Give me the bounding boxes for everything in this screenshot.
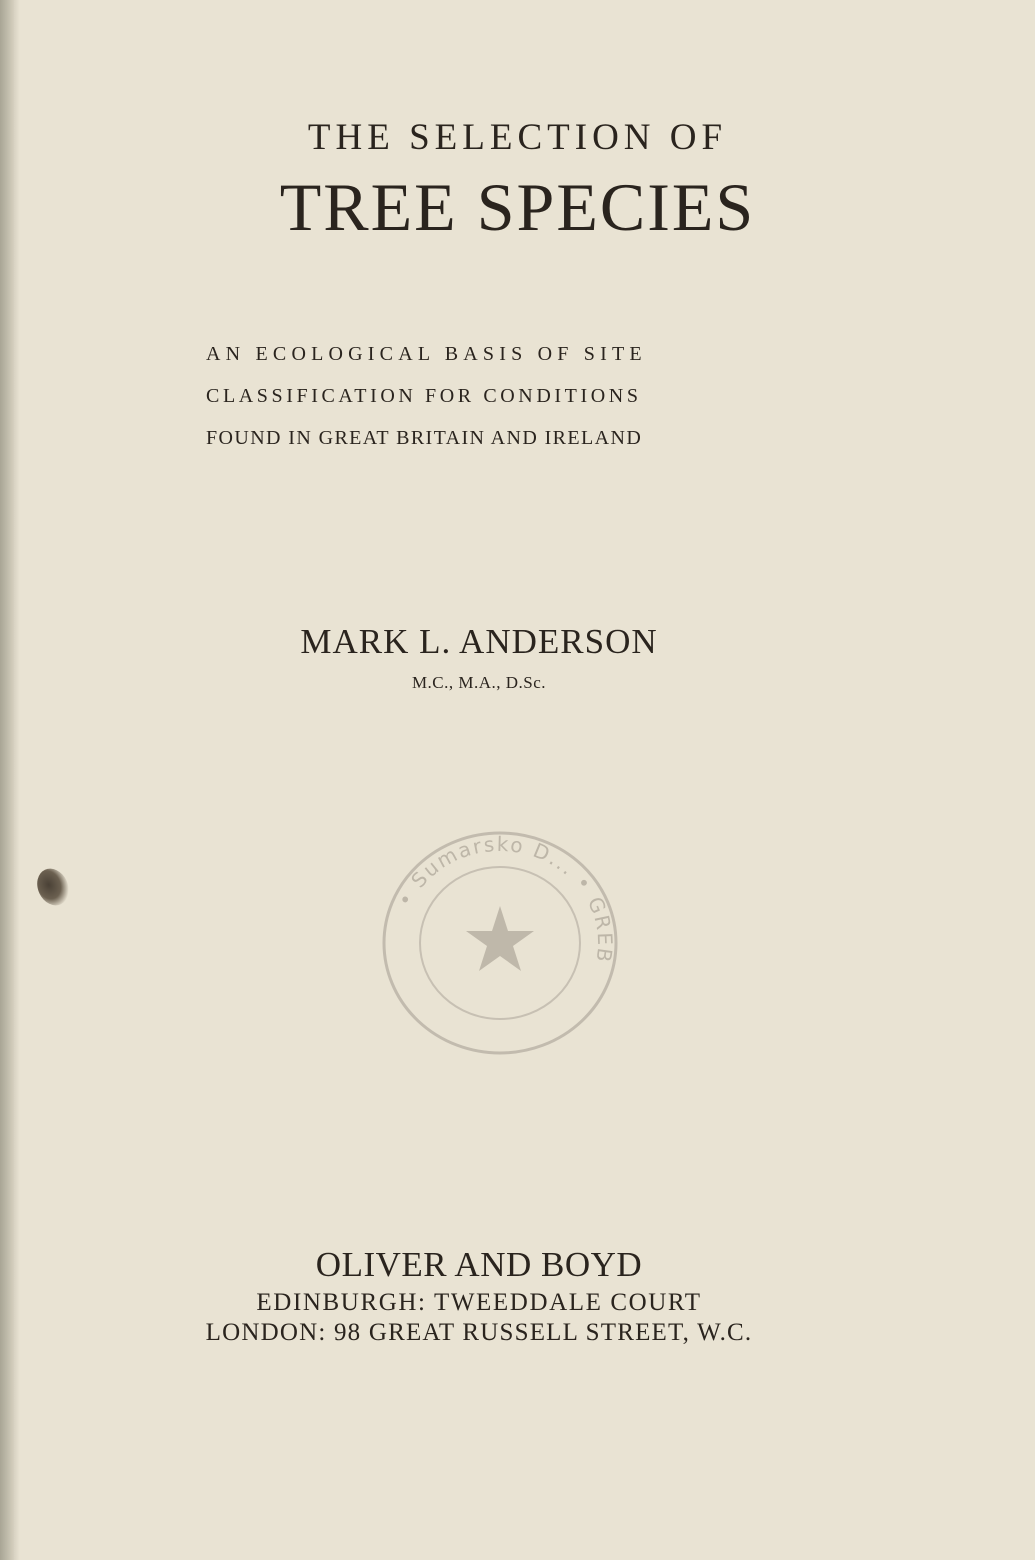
author-name: MARK L. ANDERSON (300, 622, 658, 661)
publisher-london-address: LONDON: 98 GREAT RUSSELL STREET, W.C. (205, 1319, 753, 1346)
publisher-name: OLIVER AND BOYD (315, 1245, 643, 1284)
library-stamp-icon (380, 828, 620, 1058)
svg-text:• Sumarsko D... • GREB: • Sumarsko D... • GREB (392, 831, 618, 966)
subtitle-line-3: FOUND IN GREAT BRITAIN AND IRELAND (206, 427, 643, 449)
subtitle-line-2: CLASSIFICATION FOR CONDITIONS (206, 385, 642, 407)
ink-smudge (31, 863, 74, 910)
subtitle-line-1: AN ECOLOGICAL BASIS OF SITE (206, 343, 647, 365)
title-line-1: THE SELECTION OF (307, 117, 728, 158)
publisher-edinburgh-address: EDINBURGH: TWEEDDALE COURT (256, 1289, 702, 1316)
author-degrees: M.C., M.A., D.Sc. (411, 673, 547, 692)
title-line-2: TREE SPECIES (279, 169, 756, 245)
